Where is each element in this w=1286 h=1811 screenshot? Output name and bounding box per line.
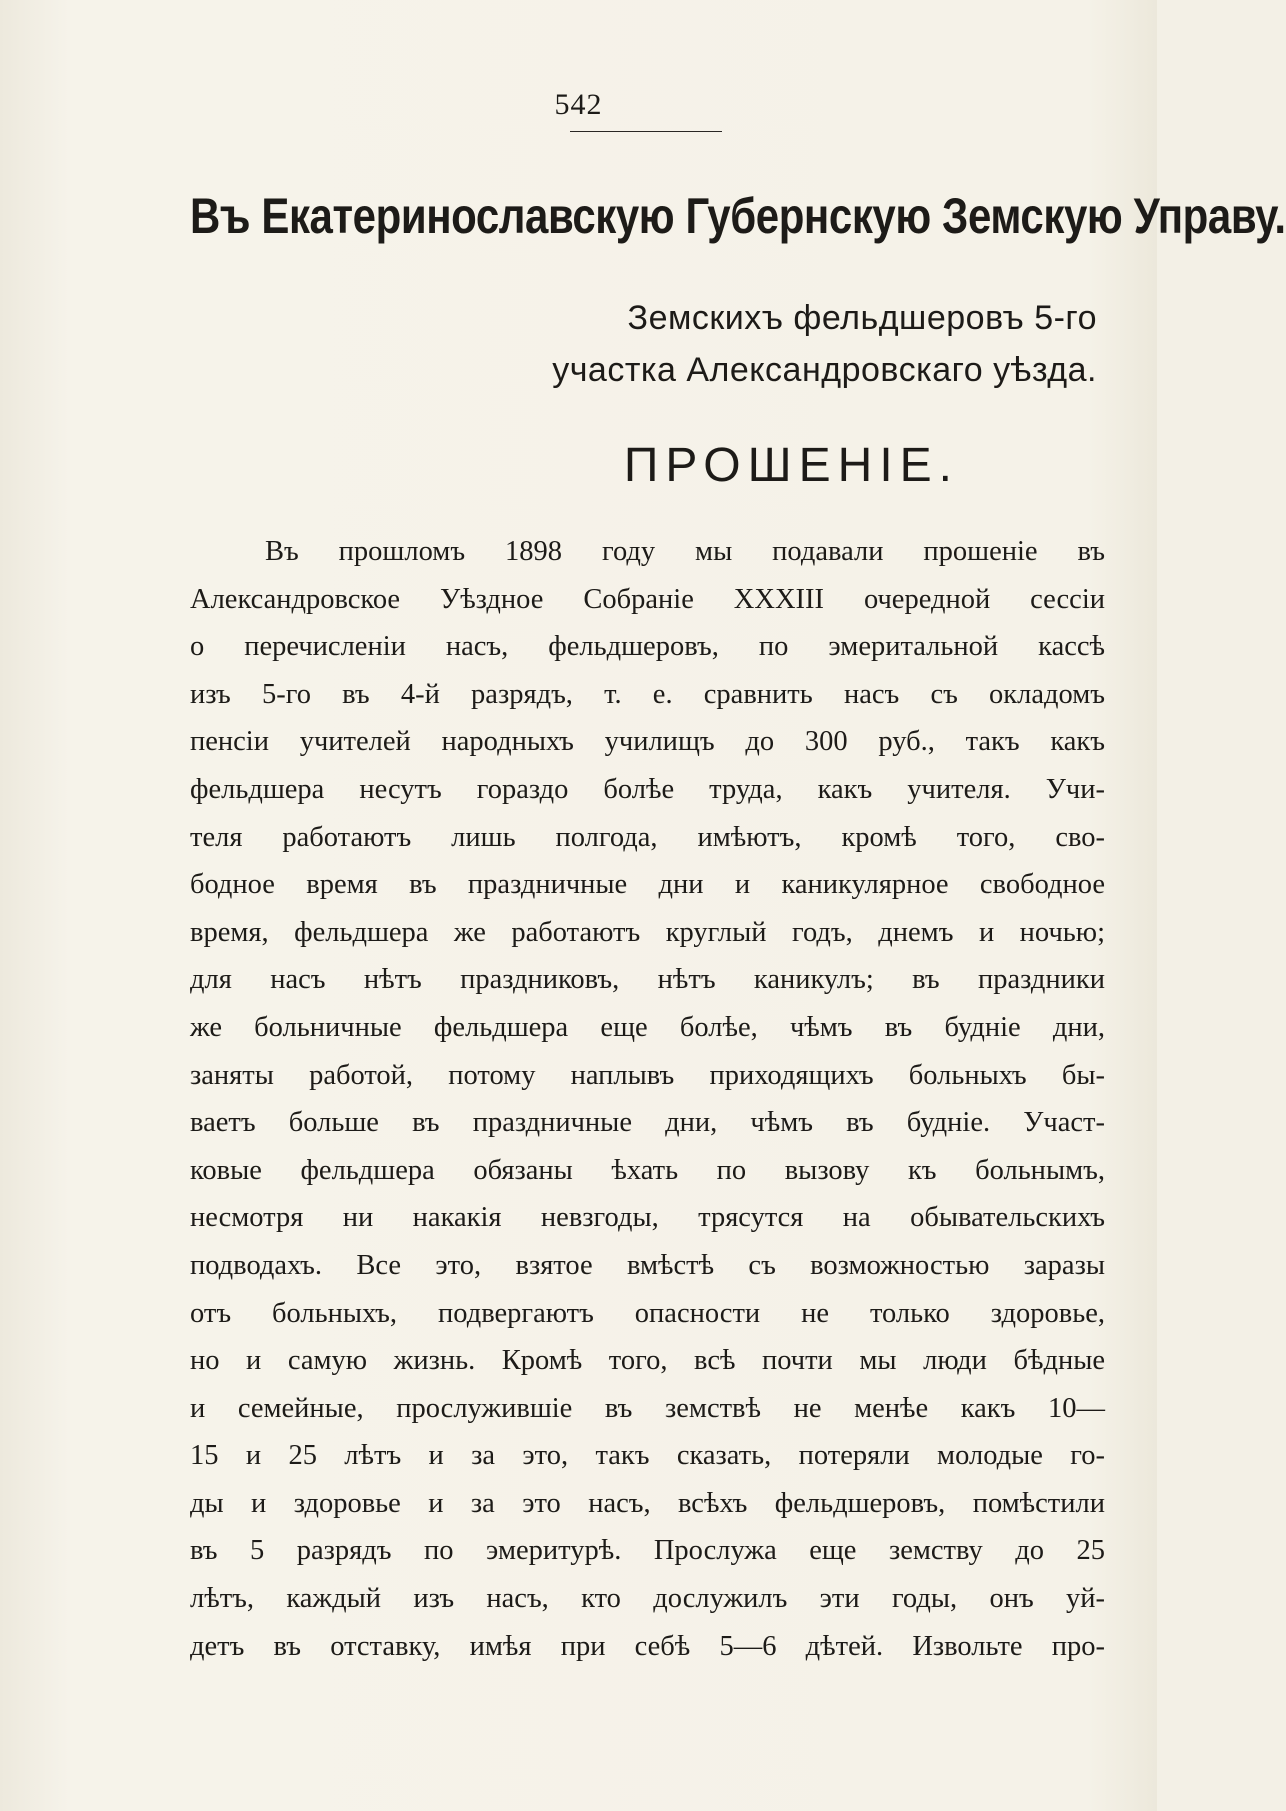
body-line: ковые фельдшера обязаны ѣхать по вызову къ больнымъ, (190, 1154, 1105, 1186)
body-line: подводахъ. Все это, взятое вмѣстѣ съ возможностью заразы (190, 1249, 1105, 1281)
body-line: но и самую жизнь. Кромѣ того, всѣ почти мы люди бѣдные (190, 1345, 1105, 1377)
body-line: Александровское Уѣздное Собраніе XXXIII очередной сессіи (190, 583, 1105, 615)
body-line: о перечисленіи насъ, фельдшеровъ, по эмеритальной кассѣ (190, 631, 1105, 663)
body-line: для насъ нѣтъ праздниковъ, нѣтъ каникулъ; въ праздники (190, 964, 1105, 996)
body-line: заняты работой, потому наплывъ приходящихъ больныхъ бы- (190, 1059, 1105, 1091)
addressee-heading: Въ Екатеринославскую Губернскую Земскую Управу. (190, 188, 1286, 244)
petition-body (190, 528, 1105, 1670)
body-line: ды и здоровье и за это насъ, всѣхъ фельдшеровъ, помѣстили (190, 1487, 1105, 1519)
document-title: ПРОШЕНІЕ. (623, 439, 959, 492)
body-line: и семейные, прослужившіе въ земствѣ не менѣе какъ 10— (190, 1392, 1105, 1424)
body-line: въ 5 разрядъ по эмеритурѣ. Прослужа еще земству до 25 (190, 1535, 1105, 1567)
body-line: несмотря ни накакія невзгоды, трясутся на обывательскихъ (190, 1202, 1105, 1234)
body-line: теля работаютъ лишь полгода, имѣютъ, кромѣ того, сво- (190, 821, 1105, 853)
sender-block (552, 292, 1097, 396)
body-line: ваетъ больше въ праздничные дни, чѣмъ въ будніе. Участ- (190, 1107, 1105, 1139)
body-line: же больничные фельдшера еще болѣе, чѣмъ въ будніе дни, (190, 1011, 1105, 1043)
body-line: время, фельдшера же работаютъ круглый годъ, днемъ и ночью; (190, 916, 1105, 948)
body-line: Въ прошломъ 1898 году мы подавали прошеніе въ (265, 536, 1105, 567)
body-line: 15 и 25 лѣтъ и за это, такъ сказать, потеряли молодые го- (190, 1440, 1105, 1472)
body-line: лѣтъ, каждый изъ насъ, кто дослужилъ эти годы, онъ уй- (190, 1583, 1105, 1615)
page-number-rule (570, 131, 722, 132)
body-line: фельдшера несутъ гораздо болѣе труда, какъ учителя. Учи- (190, 773, 1105, 805)
body-line: бодное время въ праздничные дни и каникулярное свободное (190, 869, 1105, 901)
body-line: детъ въ отставку, имѣя при себѣ 5—6 дѣтей. Извольте про- (190, 1630, 1105, 1662)
body-line: изъ 5-го въ 4-й разрядъ, т. е. сравнить насъ съ окладомъ (190, 678, 1105, 710)
body-line: пенсіи учителей народныхъ училищъ до 300 руб., такъ какъ (190, 726, 1105, 758)
sender-line-1: Земскихъ фельдшеровъ 5-го (627, 299, 1097, 337)
sender-line-2: участка Александровскаго уѣзда. (552, 351, 1097, 389)
body-line: отъ больныхъ, подвергаютъ опасности не только здоровье, (190, 1297, 1105, 1329)
page-number: 542 (554, 88, 603, 121)
